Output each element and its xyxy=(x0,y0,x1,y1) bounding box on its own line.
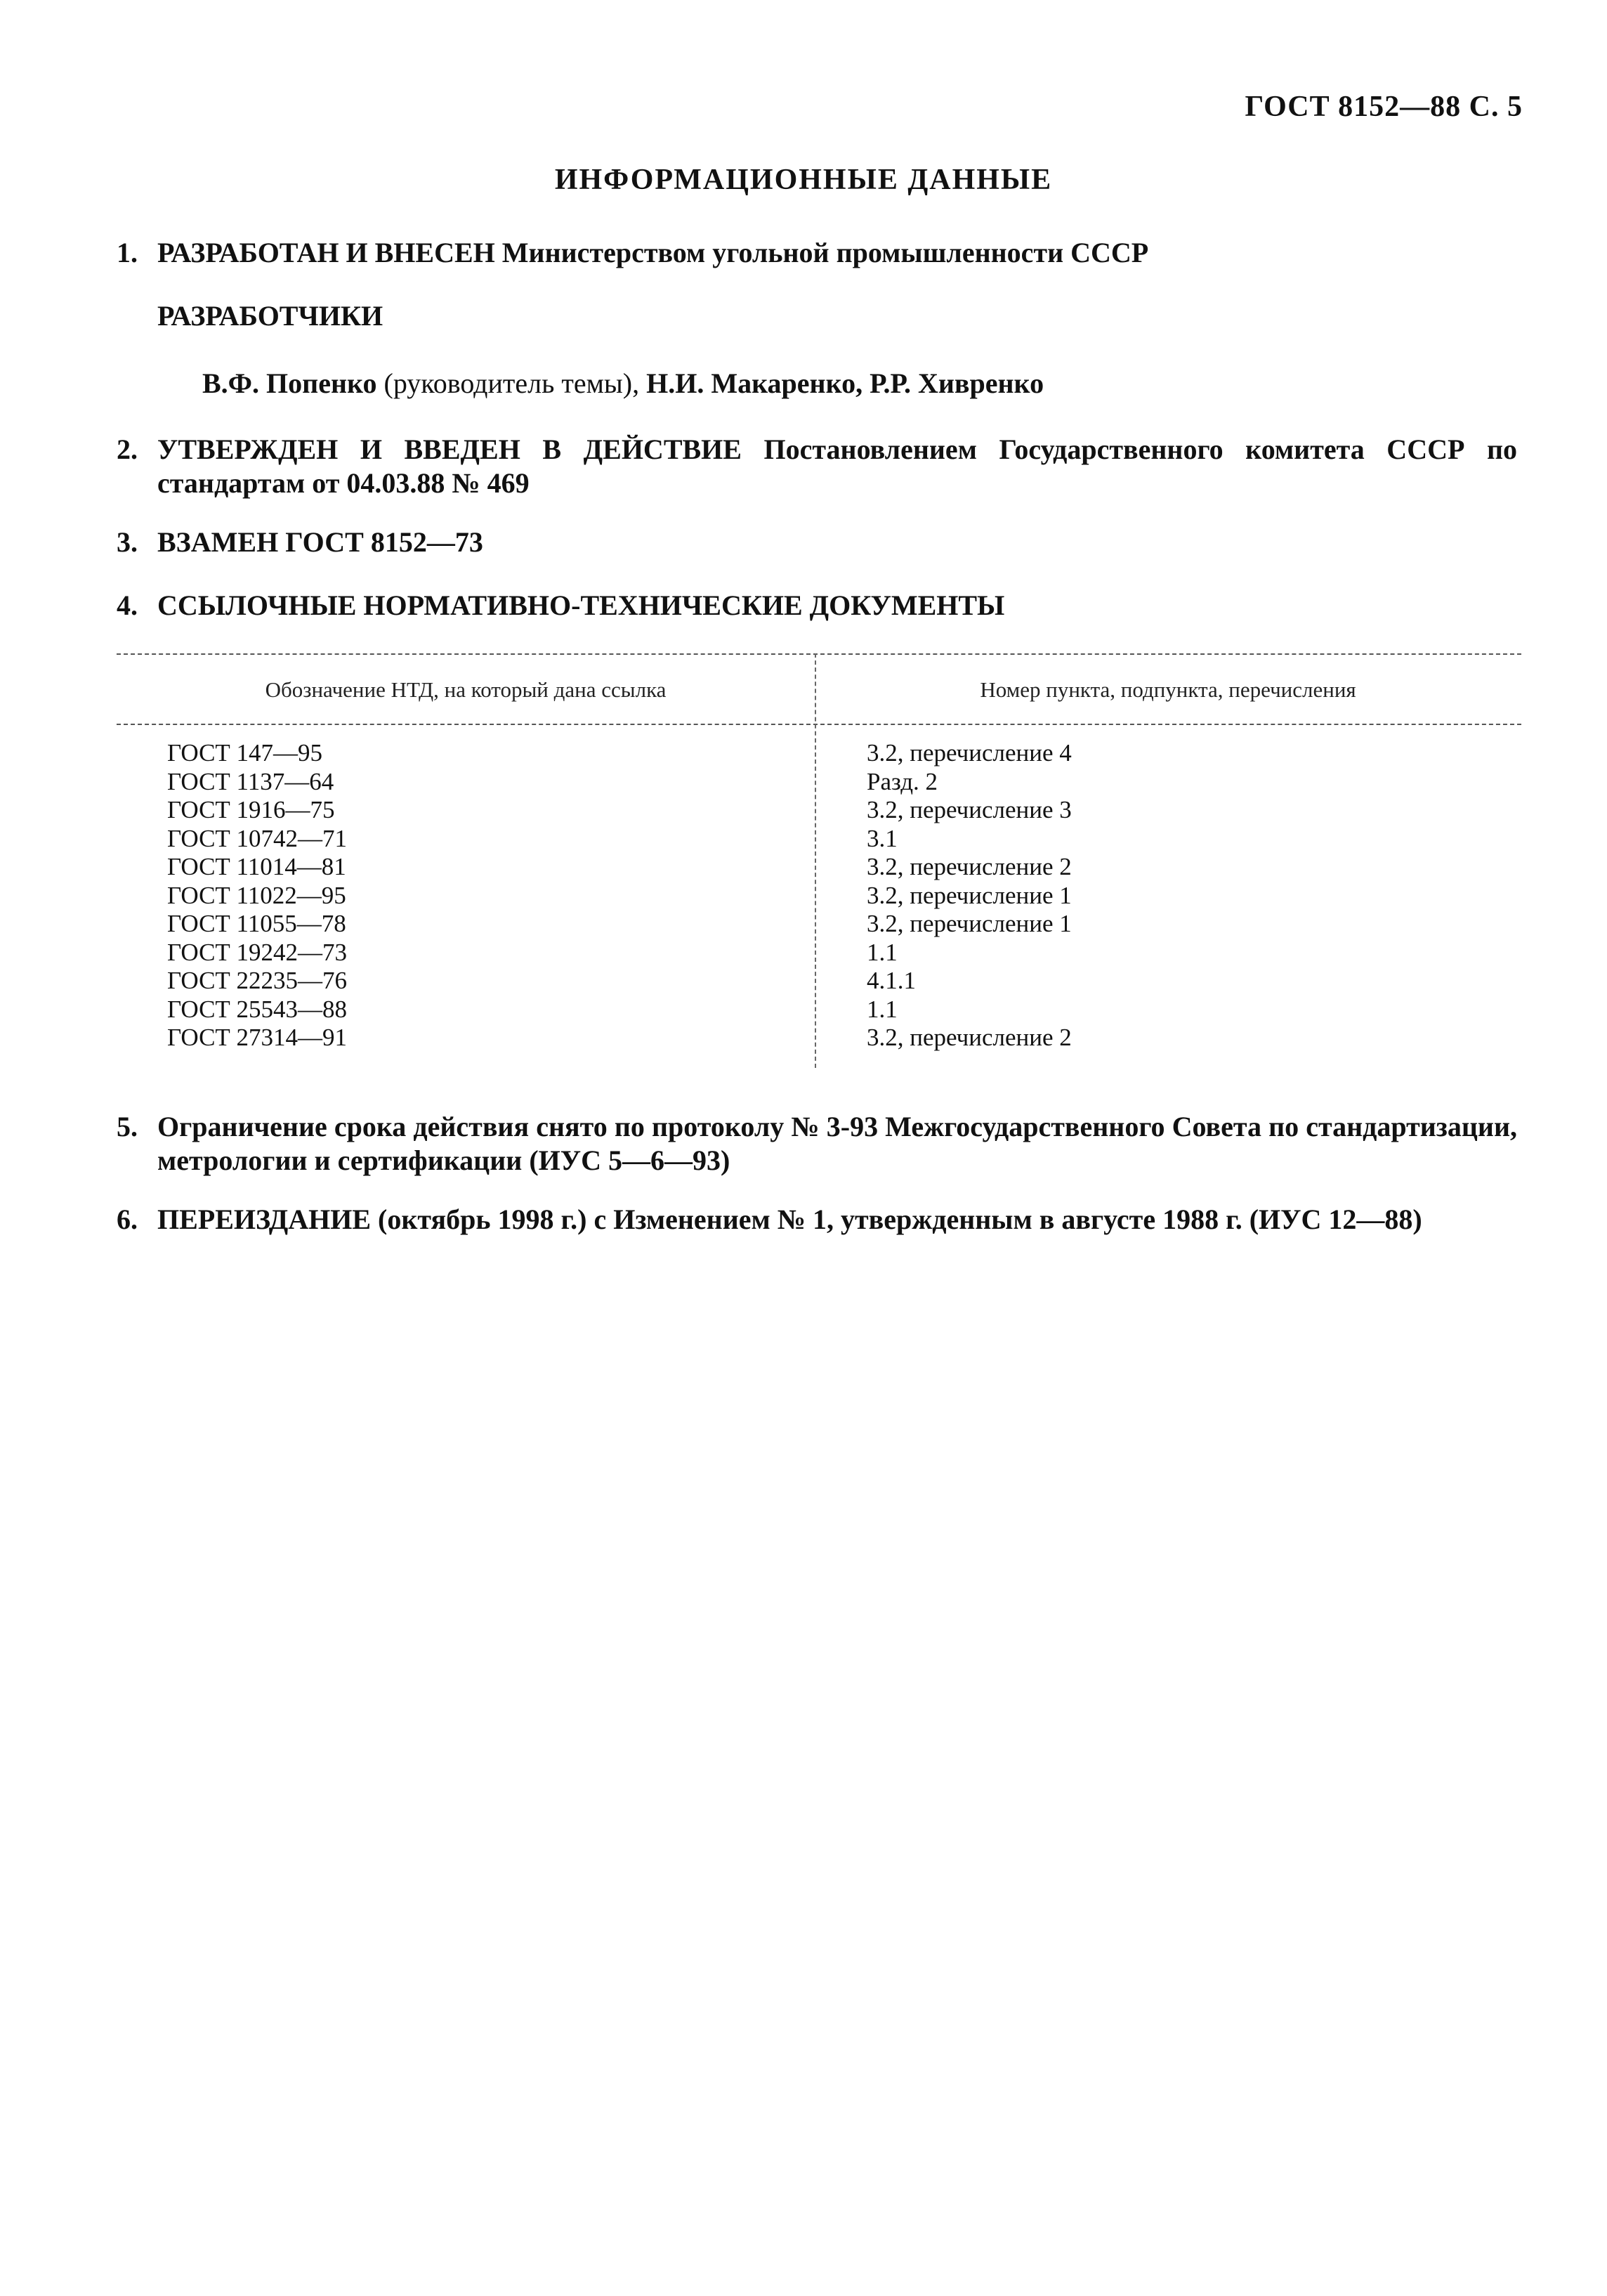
table-row xyxy=(117,882,1521,911)
table-row xyxy=(117,796,1521,825)
running-head: ГОСТ 8152—88 С. 5 xyxy=(1245,91,1523,123)
table-header-clause: Номер пункта, подпункта, перечисления xyxy=(980,677,1356,702)
item-5-number: 5. xyxy=(117,1111,138,1142)
table-row xyxy=(117,768,1521,797)
table-cell-designation: ГОСТ 27314—91 xyxy=(167,1024,348,1051)
table-cell-clause: 3.2, перечисление 2 xyxy=(867,853,1072,880)
table-row xyxy=(117,853,1521,882)
table-cell-clause: 3.2, перечисление 3 xyxy=(867,796,1072,823)
item-4 xyxy=(117,589,1517,622)
table-cell-designation: ГОСТ 1137—64 xyxy=(167,767,334,795)
item-6-text: ПЕРЕИЗДАНИЕ (октябрь 1998 г.) с Изменением № 1, утвержденным в августе 1988 г. (ИУС 12—88) xyxy=(157,1204,1422,1235)
table-cell-clause: 3.2, перечисление 4 xyxy=(867,739,1072,767)
table-cell-clause: 3.2, перечисление 1 xyxy=(867,910,1072,937)
developer-lead: В.Ф. Попенко xyxy=(202,367,377,399)
item-2 xyxy=(117,433,1517,500)
table-cell-designation: ГОСТ 22235—76 xyxy=(167,967,348,994)
reference-documents-table xyxy=(117,653,1521,1068)
table-cell-clause: 1.1 xyxy=(867,995,898,1023)
table-row xyxy=(117,739,1521,768)
item-2-body xyxy=(157,433,1517,500)
item-5 xyxy=(117,1110,1517,1178)
item-4-text: ССЫЛОЧНЫЕ НОРМАТИВНО-ТЕХНИЧЕСКИЕ ДОКУМЕНТЫ xyxy=(157,589,1005,621)
item-3-text: ВЗАМЕН ГОСТ 8152—73 xyxy=(157,526,483,558)
item-2-lead: УТВЕРЖДЕН И ВВЕДЕН В ДЕЙСТВИЕ xyxy=(157,433,742,465)
table-cell-clause: 3.2, перечисление 2 xyxy=(867,1024,1072,1051)
table-body xyxy=(117,739,1521,1052)
item-5-text: Ограничение срока действия снято по протоколу № 3-93 Межгосударственного Совета по стандартизации, метрологии и сертификации (ИУС 5—6—93) xyxy=(157,1111,1517,1176)
item-1-body xyxy=(157,236,1517,270)
table-row xyxy=(117,1024,1521,1052)
item-1 xyxy=(117,236,1517,270)
item-2-text: Постановлением Государственного комитета СССР по стандартам от 04.03.88 № 469 xyxy=(157,433,1517,499)
item-6 xyxy=(117,1203,1517,1237)
table-cell-designation: ГОСТ 25543—88 xyxy=(167,995,348,1023)
table-cell-designation: ГОСТ 19242—73 xyxy=(167,938,348,966)
developers-heading: РАЗРАБОТЧИКИ xyxy=(157,300,383,332)
item-3-number: 3. xyxy=(117,526,138,558)
item-4-number: 4. xyxy=(117,589,138,621)
table-row xyxy=(117,825,1521,854)
table-cell-designation: ГОСТ 11022—95 xyxy=(167,881,346,909)
document-title: ИНФОРМАЦИОННЫЕ ДАННЫЕ xyxy=(554,164,1053,196)
table-cell-clause: 3.1 xyxy=(867,824,898,852)
table-row xyxy=(117,967,1521,996)
table-row xyxy=(117,910,1521,939)
table-cell-clause: 1.1 xyxy=(867,938,898,966)
table-cell-designation: ГОСТ 11055—78 xyxy=(167,910,346,937)
developer-others: Н.И. Макаренко, Р.Р. Хивренко xyxy=(646,367,1044,399)
table-cell-designation: ГОСТ 1916—75 xyxy=(167,796,335,823)
item-3 xyxy=(117,526,1517,559)
table-header-rule xyxy=(117,724,1521,725)
table-cell-clause: Разд. 2 xyxy=(867,767,938,795)
table-header-designation: Обозначение НТД, на который дана ссылка xyxy=(265,677,667,702)
table-row xyxy=(117,939,1521,967)
table-cell-designation: ГОСТ 10742—71 xyxy=(167,824,348,852)
developer-role: (руководитель темы), xyxy=(376,367,647,399)
item-1-text: Министерством угольной промышленности СССР xyxy=(494,237,1149,268)
table-top-rule xyxy=(117,653,1521,655)
item-6-number: 6. xyxy=(117,1204,138,1235)
table-cell-clause: 3.2, перечисление 1 xyxy=(867,881,1072,909)
table-row xyxy=(117,996,1521,1024)
item-2-number: 2. xyxy=(117,433,138,465)
developers-list xyxy=(202,367,1044,400)
item-1-number: 1. xyxy=(117,237,138,268)
table-cell-clause: 4.1.1 xyxy=(867,967,916,994)
table-cell-designation: ГОСТ 11014—81 xyxy=(167,853,346,880)
item-1-lead: РАЗРАБОТАН И ВНЕСЕН xyxy=(157,237,495,268)
table-cell-designation: ГОСТ 147—95 xyxy=(167,739,323,767)
